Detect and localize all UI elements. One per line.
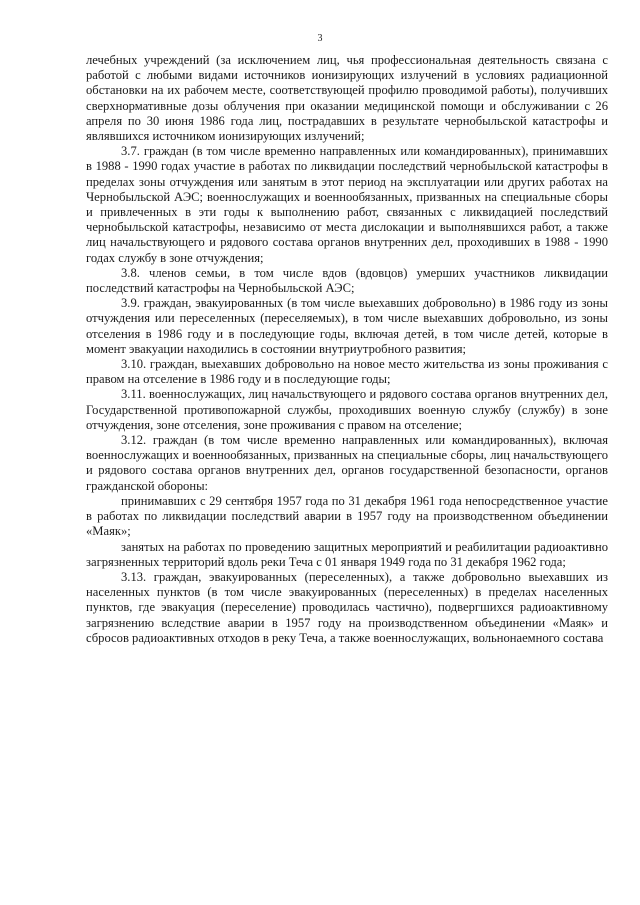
paragraph-3-12-sub-2: занятых на работах по проведению защитных мероприятий и реабилитации радиоактивно загрязненных территорий вдоль реки Теча с 01 января 1949 года по 31 декабря 1962 года; xyxy=(86,539,608,569)
paragraph-3-8: 3.8. членов семьи, в том числе вдов (вдовцов) умерших участников ликвидации последствий катастрофы на Чернобыльской АЭС; xyxy=(86,265,608,296)
paragraph-3-11: 3.11. военнослужащих, лиц начальствующего и рядового состава органов внутренних дел, Государственной противопожарной службы, проходивших военную службу (службу) в зоне отчуждения, зоне отселения, зоне проживания с правом на отселение; xyxy=(86,387,608,432)
paragraph-3-13: 3.13. граждан, эвакуированных (переселенных), а также добровольно выехавших из населенных пунктов (в том числе эвакуированных (переселенных) в пределах населенных пунктов, где эвакуация (переселение) проводилась частично), подвергшихся радиоактивному загрязнению вследствие аварии в 1957 году на производственном объединении «Маяк» и сбросов радиоактивных отходов в реку Теча, а также военнослужащих, вольнонаемного состава xyxy=(86,569,608,645)
paragraph-3-7: 3.7. граждан (в том числе временно направленных или командированных), принимавших в 1988 - 1990 годах участие в работах по ликвидации последствий чернобыльской катастрофы в пределах зоны отчуждения или занятым в этот период на эксплуатации или других работах на Чернобыльской АЭС; военнослужащих и военнообязанных, призванных на специальные сборы и привлеченных в эти годы к выполнению работ, связанных с ликвидацией последствий чернобыльской катастрофы, независимо от места дислокации и выполнявшихся работ, а также лиц начальствующего и рядового состава органов внутренних дел, проходивших в 1988 - 1990 годах службу в зоне отчуждения; xyxy=(86,144,608,265)
paragraph-3-12: 3.12. граждан (в том числе временно направленных или командированных), включая военнослужащих и военнообязанных, призванных на специальные сборы, лиц начальствующего и рядового состава органов внутренних дел, органов государственной безопасности, органов гражданской обороны: xyxy=(86,433,608,493)
document-body xyxy=(86,53,608,646)
paragraph-continuation: лечебных учреждений (за исключением лиц, чья профессиональная деятельность связана с работой с любыми видами источников ионизирующих излучений в условиях радиационной обстановки на их рабочем месте, соответствующей профилю проводимой работы), получивших сверхнормативные дозы облучения при оказании медицинской помощи и обслуживании с 26 апреля по 30 июня 1986 года лиц, пострадавших в результате чернобыльской катастрофы и являвшихся источником ионизирующих излучений; xyxy=(86,53,608,144)
paragraph-3-10: 3.10. граждан, выехавших добровольно на новое место жительства из зоны проживания с правом на отселение в 1986 году и в последующие годы; xyxy=(86,357,608,387)
page-number: 3 xyxy=(317,33,323,44)
paragraph-3-9: 3.9. граждан, эвакуированных (в том числе выехавших добровольно) в 1986 году из зоны отчуждения или переселенных (переселяемых), в том числе выехавших добровольно, из зоны отселения в 1986 году и в последующие годы, включая детей, в том числе детей, которые в момент эвакуации находились в состоянии внутриутробного развития; xyxy=(86,296,608,356)
paragraph-3-12-sub-1: принимавших с 29 сентября 1957 года по 31 декабря 1961 года непосредственное участие в работах по ликвидации последствий аварии в 1957 году на производственном объединении «Маяк»; xyxy=(86,493,608,539)
